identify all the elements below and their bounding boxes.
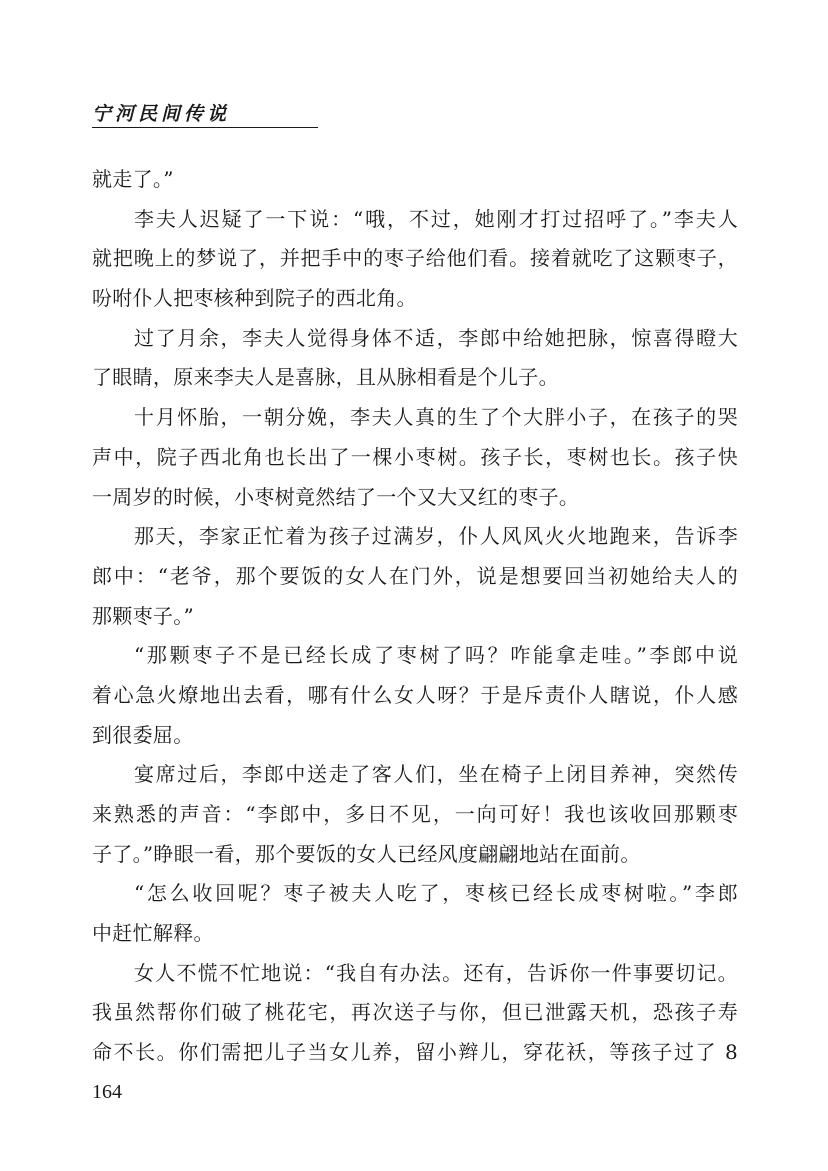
text-line: 李夫人迟疑了一下说：“哦，不过，她刚才打过招呼了。”李夫人 (134, 206, 738, 231)
text-line: 我虽然帮你们破了桃花宅，再次送子与你，但已泄露天机，恐孩子寿 (92, 1000, 738, 1025)
text-line: 子了。”睁眼一看，那个要饭的女人已经风度翩翩地站在面前。 (92, 841, 641, 866)
text-line: 声中，院子西北角也长出了一棵小枣树。孩子长，枣树也长。孩子快 (92, 444, 738, 469)
text-line: “那颗枣子不是已经长成了枣树了吗？咋能拿走哇。”李郎中说 (134, 643, 738, 668)
text-line: 了眼睛，原来李夫人是喜脉，且从脉相看是个儿子。 (92, 365, 559, 390)
text-line: 吩咐仆人把枣核种到院子的西北角。 (92, 286, 417, 311)
page-number: 164 (92, 1081, 122, 1103)
text-line: “怎么收回呢？枣子被夫人吃了，枣核已经长成枣树啦。”李郎 (134, 881, 738, 906)
text-line: 命不长。你们需把儿子当女儿养，留小辫儿，穿花袄，等孩子过了 8 (92, 1040, 738, 1065)
text-line: 一周岁的时候，小枣树竟然结了一个又大又红的枣子。 (92, 484, 580, 509)
body-text (92, 160, 738, 1073)
text-line: 那颗枣子。” (92, 603, 195, 628)
text-line: 那天，李家正忙着为孩子过满岁，仆人风风火火地跑来，告诉李 (134, 524, 738, 549)
text-line: 郎中：“老爷，那个要饭的女人在门外，说是想要回当初她给夫人的 (92, 563, 738, 588)
text-line: 过了月余，李夫人觉得身体不适，李郎中给她把脉，惊喜得瞪大 (134, 325, 738, 350)
text-line: 来熟悉的声音：“李郎中，多日不见，一向可好！我也该收回那颗枣 (92, 802, 738, 826)
text-line: 女人不慌不忙地说：“我自有办法。还有，告诉你一件事要切记。 (134, 960, 738, 985)
text-line: 宴席过后，李郎中送走了客人们，坐在椅子上闭目养神，突然传 (134, 762, 738, 787)
text-line: 着心急火燎地出去看，哪有什么女人呀？于是斥责仆人瞎说，仆人感 (92, 682, 738, 707)
text-line: 就把晚上的梦说了，并把手中的枣子给他们看。接着就吃了这颗枣子， (92, 246, 738, 271)
text-line: 就走了。” (92, 167, 174, 191)
text-line: 到很委屈。 (92, 722, 194, 747)
text-line: 十月怀胎，一朝分娩，李夫人真的生了个大胖小子，在孩子的哭 (134, 405, 738, 430)
running-head-title: 宁河民间传说 (92, 103, 318, 128)
text-line: 中赶忙解释。 (92, 921, 214, 946)
